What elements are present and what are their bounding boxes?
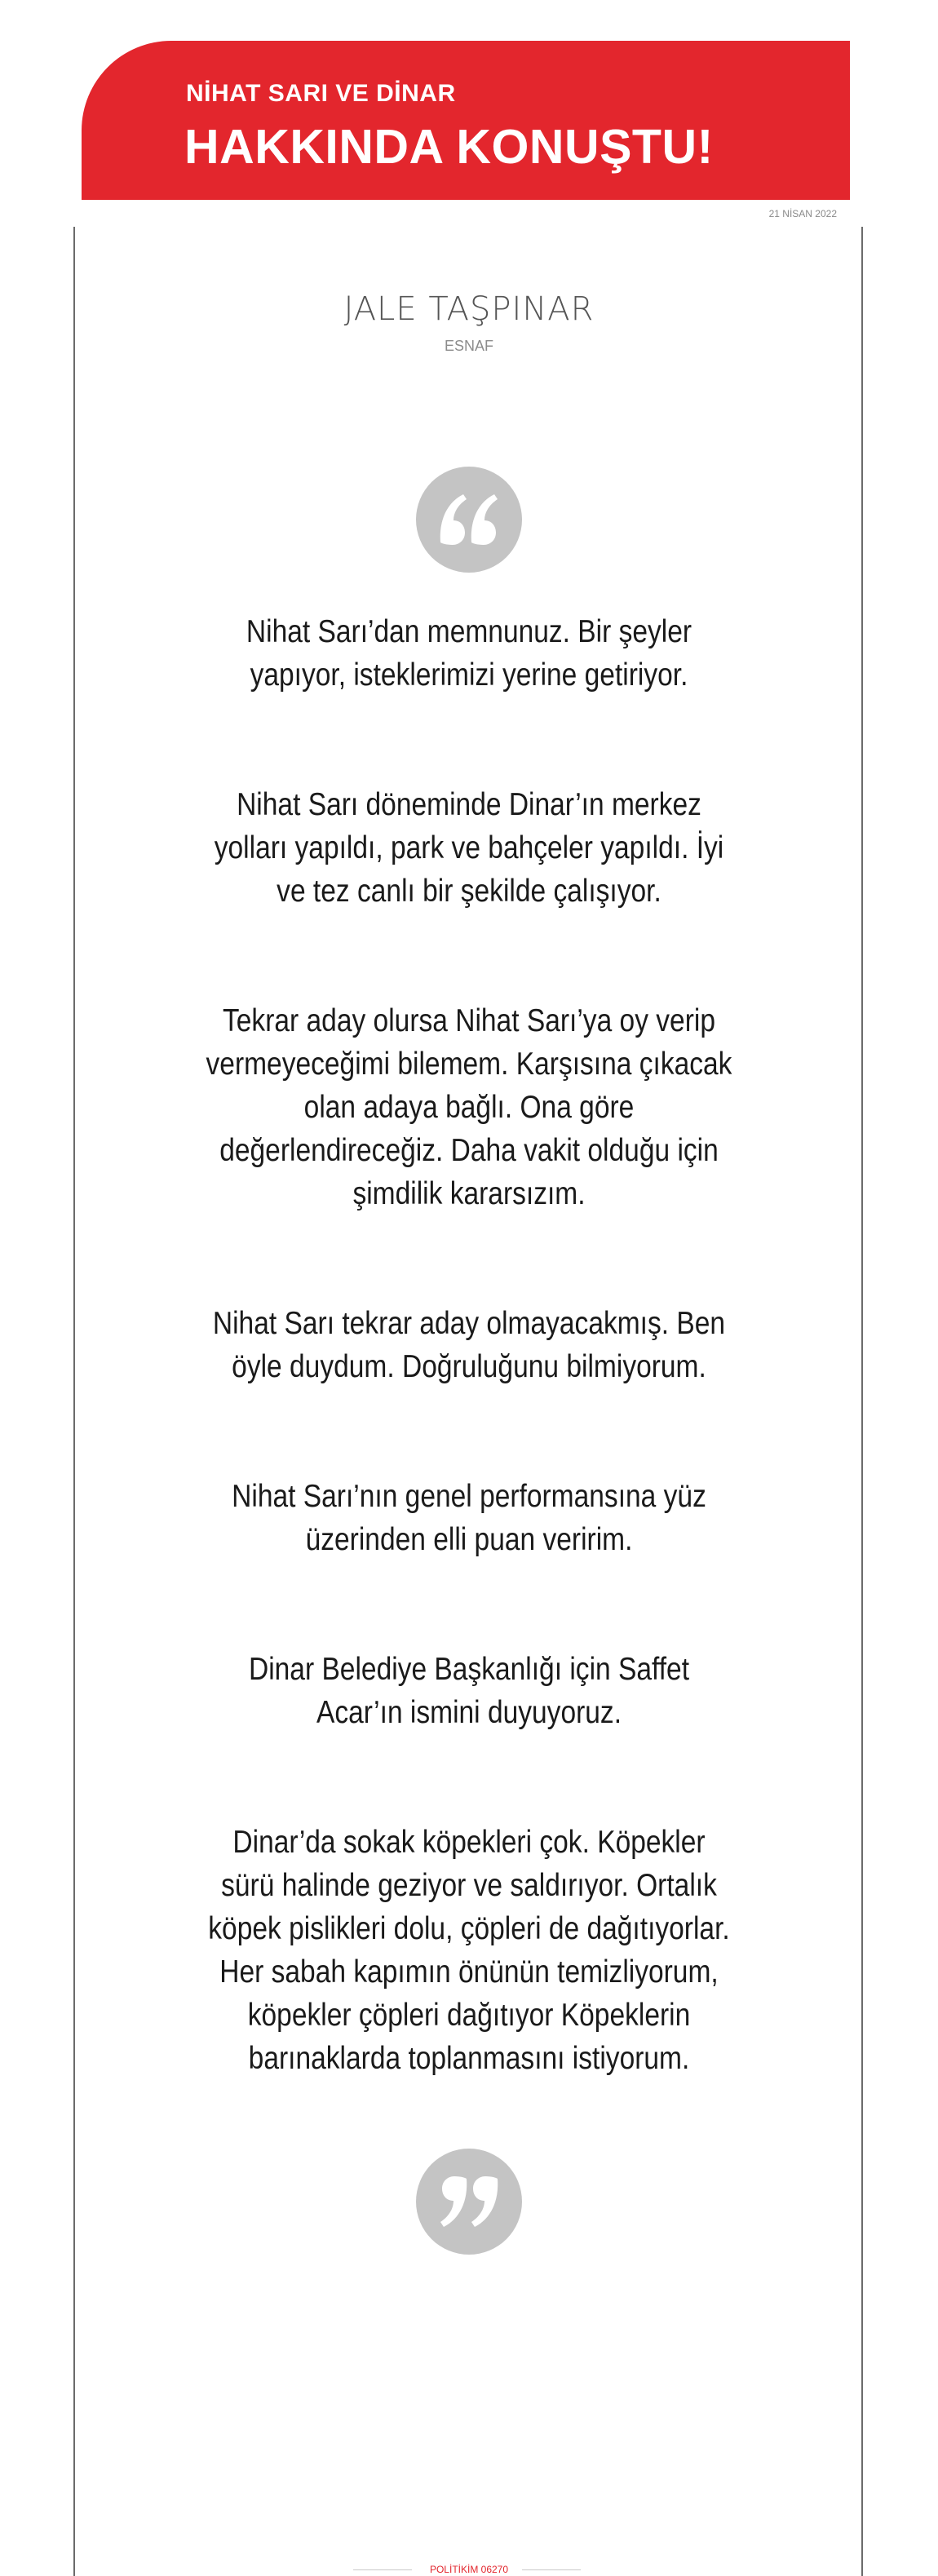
quote-body — [206, 610, 732, 2080]
headline-title: HAKKINDA KONUŞTU! — [184, 120, 714, 174]
quote-paragraph: Nihat Sarı’dan memnunuz. Bir şeyler yapıyor, isteklerimizi yerine getiriyor. — [246, 614, 692, 693]
footer-text: POLİTİKİM 06270 — [429, 2564, 509, 2575]
quote-paragraph: Dinar’da sokak köpekleri çok. Köpekler sürü halinde geziyor ve saldırıyor. Ortalık köpek pislikleri dolu, çöpleri de dağıtıyorlar. Her sabah kapımın önünün temizliyorum, köpekler çöpleri dağıtıyor Köpeklerin barınaklarda toplanmasını istiyorum. — [208, 1825, 730, 2076]
interviewee-name: JALE TAŞPINAR — [343, 290, 595, 328]
publish-date: 21 NİSAN 2022 — [768, 208, 837, 219]
quote-paragraph: Nihat Sarı tekrar aday olmayacakmış. Ben öyle duydum. Doğruluğunu bilmiyorum. — [212, 1306, 726, 1384]
footer-divider-right — [522, 2569, 581, 2570]
quote-paragraph: Nihat Sarı döneminde Dinar’ın merkez yolları yapıldı, park ve bahçeler yapıldı. İyi ve tez canlı bir şekilde çalışıyor. — [214, 787, 724, 909]
headline-banner — [82, 41, 850, 200]
opening-quote-icon — [416, 467, 522, 573]
quote-paragraph: Dinar Belediye Başkanlığı için Saffet Acar’ın ismini duyuyoruz. — [248, 1652, 690, 1730]
frame-left-border — [73, 227, 75, 2576]
quote-paragraph: Tekrar aday olursa Nihat Sarı’ya oy verip vermeyeceğimi bilemem. Karşısına çıkacak olan adaya bağlı. Ona göre değerlendireceğiz. Daha vakit olduğu için şimdilik kararsızım. — [206, 1003, 732, 1211]
frame-right-border — [861, 227, 863, 2576]
interviewee-role: ESNAF — [444, 338, 493, 354]
headline-kicker: NİHAT SARI VE DİNAR — [186, 80, 456, 107]
quote-paragraph: Nihat Sarı’nın genel performansına yüz üzerinden elli puan veririm. — [232, 1479, 706, 1557]
closing-quote-icon — [416, 2149, 522, 2255]
